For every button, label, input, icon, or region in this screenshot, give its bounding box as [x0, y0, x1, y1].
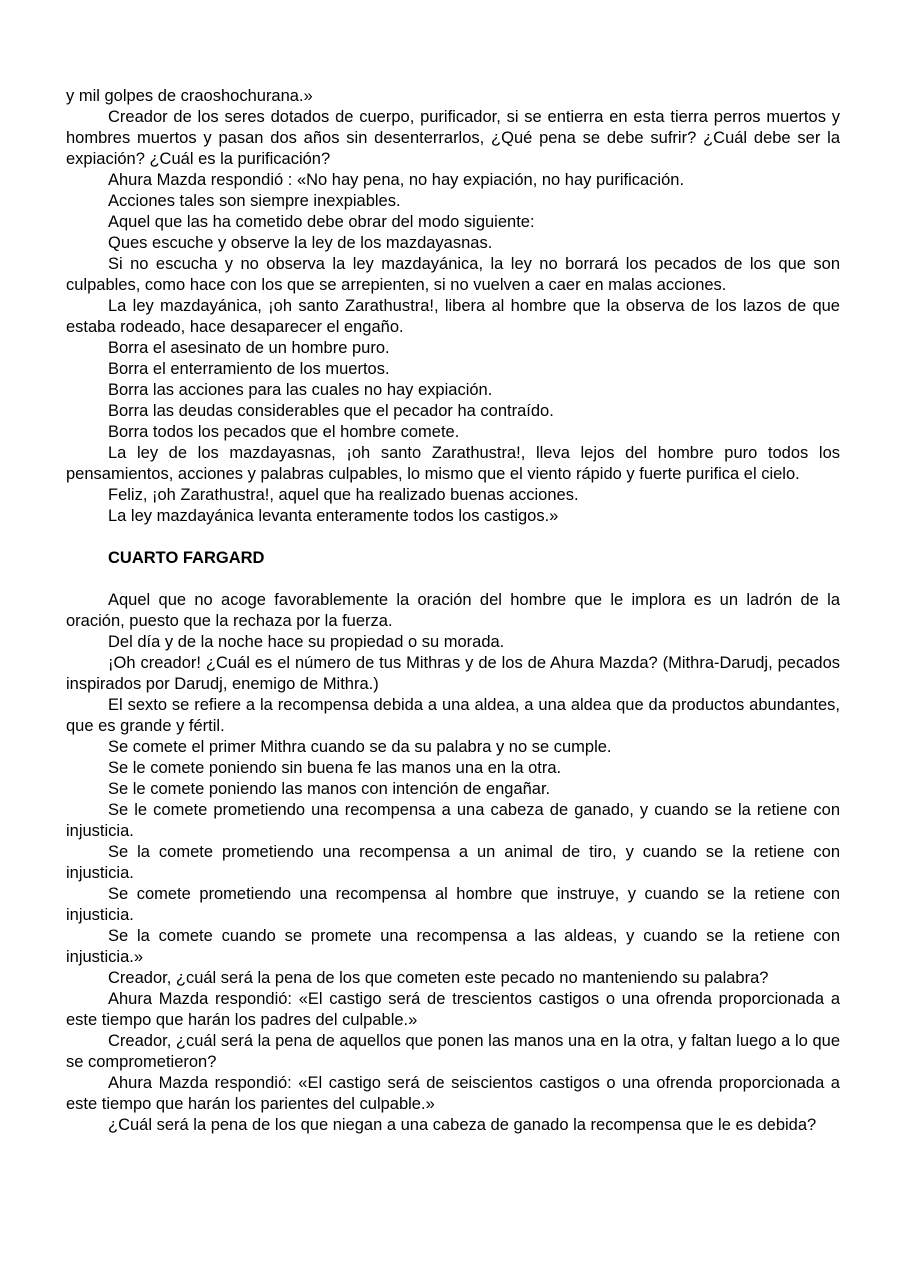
paragraph: Si no escucha y no observa la ley mazdayánica, la ley no borrará los pecados de los que son culpables, como hace con los que se arrepienten, si no vuelven a caer en malas acciones.	[66, 255, 840, 294]
paragraph: Creador, ¿cuál será la pena de los que cometen este pecado no manteniendo su palabra?	[108, 969, 769, 987]
paragraph: Ahura Mazda respondió: «El castigo será de trescientos castigos o una ofrenda proporcionada a este tiempo que harán los padres del culpable.»	[66, 990, 840, 1029]
paragraph: Se le comete poniendo las manos con intención de engañar.	[108, 780, 551, 798]
paragraph: Se le comete poniendo sin buena fe las manos una en la otra.	[108, 759, 562, 777]
paragraph: Borra el enterramiento de los muertos.	[108, 360, 390, 378]
paragraph: Ques escuche y observe la ley de los mazdayasnas.	[108, 234, 493, 252]
paragraph: Se le comete prometiendo una recompensa a una cabeza de ganado, y cuando se la retiene con injusticia.	[66, 801, 840, 840]
paragraph: Ahura Mazda respondió : «No hay pena, no hay expiación, no hay purificación.	[108, 171, 685, 189]
paragraph: Creador, ¿cuál será la pena de aquellos que ponen las manos una en la otra, y faltan luego a lo que se comprometieron?	[66, 1032, 840, 1071]
paragraph: Creador de los seres dotados de cuerpo, purificador, si se entierra en esta tierra perros muertos y hombres muertos y pasan dos años sin desenterrarlos, ¿Qué pena se debe sufrir? ¿Cuál debe ser la expiación? ¿Cuál es la purificación?	[66, 108, 840, 168]
paragraph: ¡Oh creador! ¿Cuál es el número de tus Mithras y de los de Ahura Mazda? (Mithra-Darudj, pecados inspirados por Darudj, enemigo de Mithra.)	[66, 654, 840, 693]
paragraph: La ley mazdayánica levanta enteramente todos los castigos.»	[108, 507, 559, 525]
paragraph: Se comete prometiendo una recompensa al hombre que instruye, y cuando se la retiene con injusticia.	[66, 885, 840, 924]
paragraph: Borra las acciones para las cuales no hay expiación.	[108, 381, 493, 399]
paragraph: Ahura Mazda respondió: «El castigo será de seiscientos castigos o una ofrenda proporcionada a este tiempo que harán los parientes del culpable.»	[66, 1074, 840, 1113]
paragraph: Del día y de la noche hace su propiedad o su morada.	[108, 633, 505, 651]
document-page	[66, 86, 840, 1136]
paragraph: Borra las deudas considerables que el pecador ha contraído.	[108, 402, 554, 420]
blank-line	[66, 569, 840, 590]
paragraph: Se la comete prometiendo una recompensa a un animal de tiro, y cuando se la retiene con injusticia.	[66, 843, 840, 882]
paragraph: La ley mazdayánica, ¡oh santo Zarathustra!, libera al hombre que la observa de los lazos de que estaba rodeado, hace desaparecer el engaño.	[66, 297, 840, 336]
paragraph: Borra el asesinato de un hombre puro.	[108, 339, 390, 357]
paragraph: y mil golpes de craoshochurana.»	[66, 87, 313, 105]
body-text-after-heading	[66, 590, 840, 1136]
chapter-heading: CUARTO FARGARD	[108, 549, 265, 567]
paragraph: ¿Cuál será la pena de los que niegan a una cabeza de ganado la recompensa que le es debida?	[108, 1116, 817, 1134]
paragraph: Se comete el primer Mithra cuando se da su palabra y no se cumple.	[108, 738, 612, 756]
paragraph: La ley de los mazdayasnas, ¡oh santo Zarathustra!, lleva lejos del hombre puro todos los pensamientos, acciones y palabras culpables, lo mismo que el viento rápido y fuerte purifica el cielo.	[66, 444, 840, 483]
paragraph: Aquel que las ha cometido debe obrar del modo siguiente:	[108, 213, 535, 231]
paragraph: Acciones tales son siempre inexpiables.	[108, 192, 401, 210]
paragraph: Se la comete cuando se promete una recompensa a las aldeas, y cuando se la retiene con injusticia.»	[66, 927, 840, 966]
paragraph: Borra todos los pecados que el hombre comete.	[108, 423, 460, 441]
paragraph: Aquel que no acoge favorablemente la oración del hombre que le implora es un ladrón de la oración, puesto que la rechaza por la fuerza.	[66, 591, 840, 630]
paragraph: El sexto se refiere a la recompensa debida a una aldea, a una aldea que da productos abundantes, que es grande y fértil.	[66, 696, 840, 735]
paragraph: Feliz, ¡oh Zarathustra!, aquel que ha realizado buenas acciones.	[108, 486, 579, 504]
body-text-before-heading	[66, 86, 840, 527]
blank-line	[66, 527, 840, 548]
